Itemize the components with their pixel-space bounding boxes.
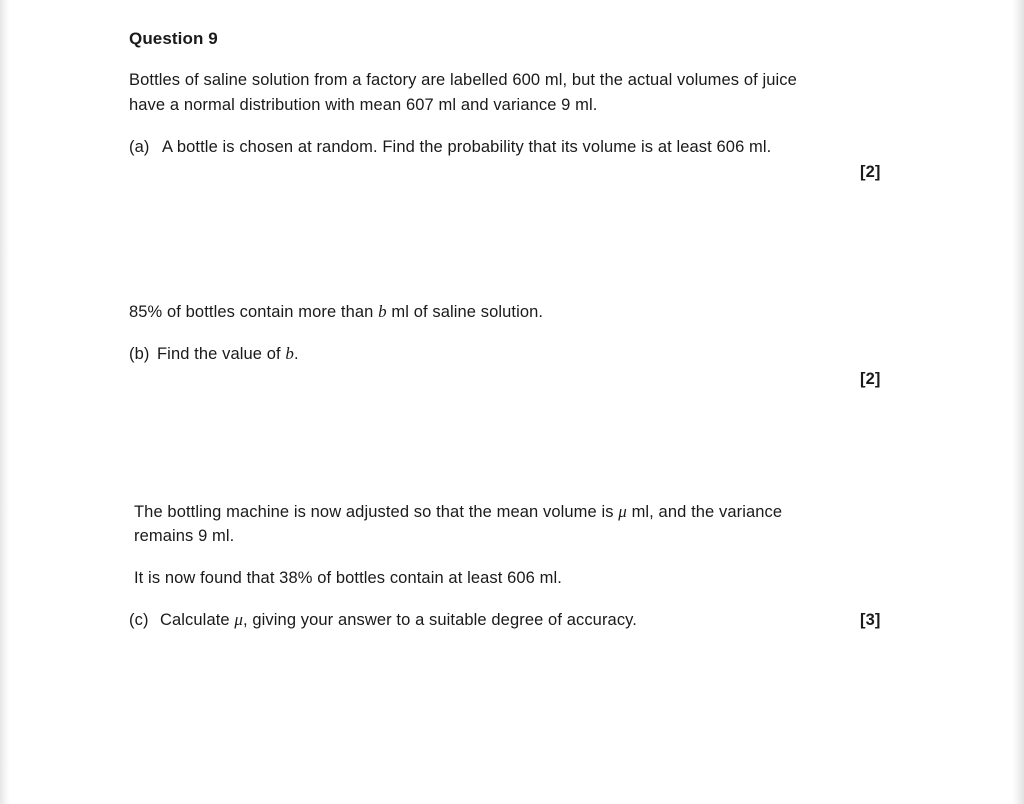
page-edge-left xyxy=(0,0,10,804)
variable-b: b xyxy=(378,302,387,321)
part-c-text xyxy=(160,608,637,632)
part-a-text: A bottle is chosen at random. Find the probability that its volume is at least 606 ml. xyxy=(162,138,772,156)
variable-mu: μ xyxy=(618,502,627,521)
variable-b: b xyxy=(285,344,294,363)
part-b-context-after: ml of saline solution. xyxy=(386,303,544,321)
part-b-after: . xyxy=(294,345,299,363)
part-c-context-line-1 xyxy=(134,500,782,524)
question-title: Question 9 xyxy=(129,29,218,48)
part-b-marks: [2] xyxy=(860,370,881,388)
part-c-label: (c) xyxy=(129,611,149,629)
part-b-context-before: 85% of bottles contain more than xyxy=(129,303,379,321)
part-a-label: (a) xyxy=(129,138,150,156)
intro-line-1: Bottles of saline solution from a factory are labelled 600 ml, but the actual volumes of juice xyxy=(129,71,797,89)
part-b-label: (b) xyxy=(129,345,150,363)
part-b-text xyxy=(157,342,299,366)
variable-mu: μ xyxy=(234,610,244,629)
intro-line-2: have a normal distribution with mean 607 ml and variance 9 ml. xyxy=(129,96,598,114)
part-b-before: Find the value of xyxy=(157,345,286,363)
part-c-context-line-2: remains 9 ml. xyxy=(134,527,235,545)
page-edge-right xyxy=(1012,0,1024,804)
part-a-marks: [2] xyxy=(860,163,881,181)
part-c-context-after: ml, and the variance xyxy=(626,503,783,521)
part-c-after: , giving your answer to a suitable degree of accuracy. xyxy=(243,611,637,629)
part-c-context-before: The bottling machine is now adjusted so that the mean volume is xyxy=(134,503,619,521)
part-c-marks: [3] xyxy=(860,611,881,629)
part-b-context xyxy=(129,300,543,324)
part-c-before: Calculate xyxy=(160,611,235,629)
part-c-context-line-3: It is now found that 38% of bottles contain at least 606 ml. xyxy=(134,569,562,587)
